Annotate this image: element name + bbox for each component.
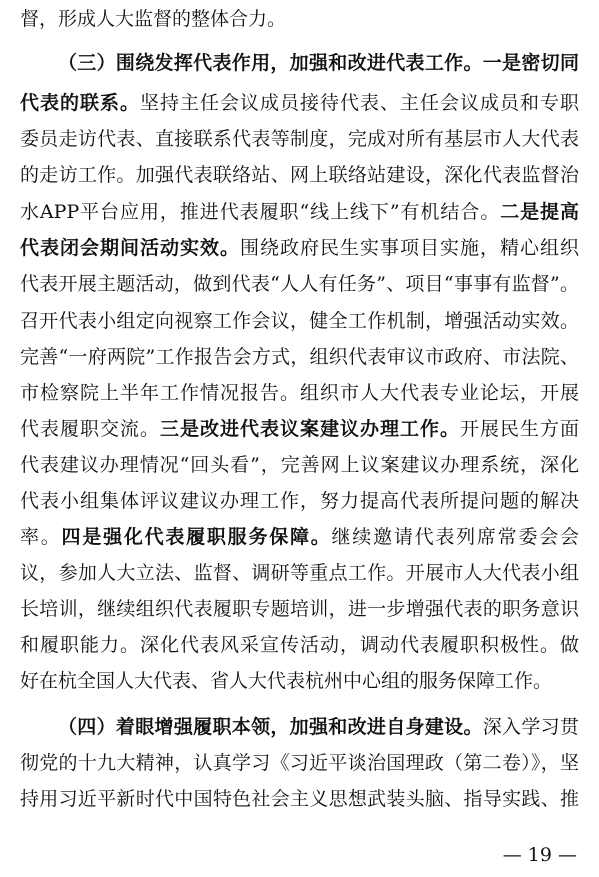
- body-text-run: 代表建议办理情况“回头看”，完善网上议案建议办理系统，深化: [20, 454, 579, 476]
- text-line: [20, 558, 579, 588]
- text-line: [58, 712, 579, 742]
- body-text-run: 继续邀请代表列席常委会会: [331, 526, 579, 548]
- text-line: [20, 160, 579, 190]
- text-line: [20, 378, 579, 408]
- text-line: [20, 784, 579, 814]
- text-line: [20, 197, 579, 227]
- body-text-run: 围绕政府民生实事项目实施，精心组织: [240, 237, 579, 259]
- bold-text: （四）着眼增强履职本领，加强和改进自身建设。: [58, 716, 483, 738]
- body-text-run: 水APP平台应用，推进代表履职“线上线下”有机结合。: [20, 201, 501, 223]
- bold-text: 一是密切同: [482, 52, 579, 74]
- text-line: [20, 630, 579, 660]
- bold-text: 四是强化代表履职服务保障。: [61, 526, 332, 548]
- text-line: [20, 748, 579, 778]
- body-text-run: 持用习近平新时代中国特色社会主义思想武装头脑、指导实践、推: [20, 788, 579, 810]
- body-text-run: 市检察院上半年工作情况报告。组织市人大代表专业论坛，开展: [20, 382, 579, 404]
- text-line: [20, 594, 579, 624]
- body-text-run: 完善“一府两院”工作报告会方式，组织代表审议市政府、市法院、: [20, 346, 579, 368]
- text-line: [20, 306, 579, 336]
- body-text-run: 议，参加人大立法、监督、调研等重点工作。开展市人大代表小组: [20, 562, 579, 584]
- body-text-run: 委员走访代表、直接联系代表等制度，完成对所有基层市人大代表: [20, 128, 579, 150]
- body-text-run: 开展民生方面: [459, 418, 579, 440]
- text-line: [20, 269, 579, 299]
- bold-text: 代表的联系。: [20, 92, 140, 114]
- body-text-run: 和履职能力。深化代表风采宣传活动，调动代表履职积极性。做: [20, 634, 579, 656]
- bold-text: （三）围绕发挥代表作用，加强和改进代表工作。: [58, 52, 483, 74]
- page-number: — 19 —: [502, 844, 577, 866]
- body-text-run: 召开代表小组定向视察工作会议，健全工作机制，增强活动实效。: [20, 310, 579, 332]
- body-text-run: 的走访工作。加强代表联络站、网上联络站建设，深化代表监督治: [20, 164, 579, 186]
- body-text-run: 好在杭全国人大代表、省人大代表杭州中心组的服务保障工作。: [20, 670, 553, 692]
- text-line: [58, 48, 579, 78]
- body-text-run: 深入学习贯: [482, 716, 579, 738]
- text-line: [20, 450, 579, 480]
- bold-text: 代表闭会期间活动实效。: [20, 237, 240, 259]
- text-line: [20, 88, 579, 118]
- text-line: [20, 666, 579, 696]
- body-text-run: 长培训，继续组织代表履职专题培训，进一步增强代表的职务意识: [20, 598, 579, 620]
- body-text-run: 代表开展主题活动，做到代表“人人有任务”、项目“事事有监督”。: [20, 273, 579, 295]
- text-line: [20, 233, 579, 263]
- body-text-run: 督，形成人大监督的整体合力。: [20, 8, 287, 30]
- body-text-run: 彻党的十九大精神，认真学习《习近平谈治国理政（第二卷）》，坚: [20, 752, 579, 774]
- bold-text: 三是改进代表议案建议办理工作。: [160, 418, 460, 440]
- bold-text: 二是提高: [500, 201, 579, 223]
- text-line: [20, 4, 579, 34]
- text-line: [20, 124, 579, 154]
- text-line: [20, 342, 579, 372]
- text-line: [20, 414, 579, 444]
- text-line: [20, 522, 579, 552]
- body-text-run: 代表小组集体评议建议办理工作，努力提高代表所提问题的解决: [20, 490, 579, 512]
- body-text-run: 率。: [20, 526, 62, 548]
- text-line: [20, 486, 579, 516]
- body-text-run: 代表履职交流。: [20, 418, 160, 440]
- body-text-run: 坚持主任会议成员接待代表、主任会议成员和专职: [140, 92, 579, 114]
